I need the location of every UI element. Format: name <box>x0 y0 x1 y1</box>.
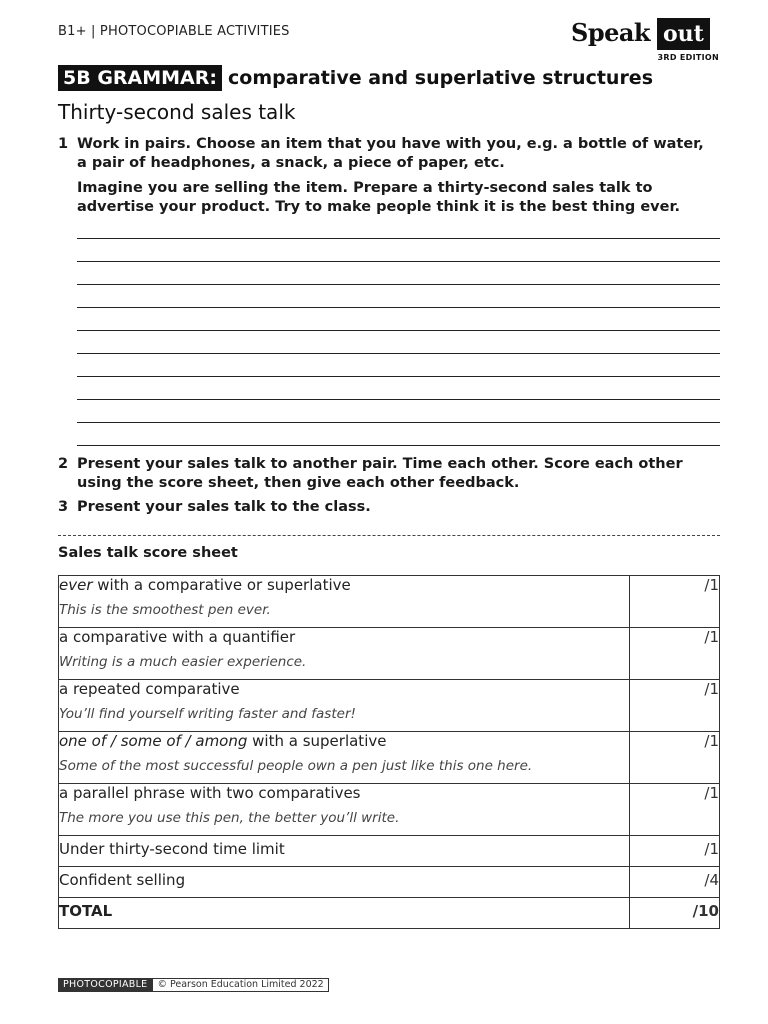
criterion-cell <box>59 576 630 628</box>
criterion-cell <box>59 836 630 867</box>
page-title <box>58 64 653 92</box>
instruction-number: 3 <box>58 499 69 515</box>
criterion-cell <box>59 732 630 784</box>
total-points-cell[interactable]: /10 <box>630 898 720 929</box>
criterion-text: with a superlative <box>247 732 387 750</box>
cut-line-divider <box>58 535 720 536</box>
table-row <box>59 628 720 680</box>
criterion-cell <box>59 867 630 898</box>
criterion-italic: ever <box>59 576 93 594</box>
instruction-number: 1 <box>58 136 69 152</box>
criterion-text: with a comparative or superlative <box>92 576 351 594</box>
writing-line[interactable] <box>77 422 720 423</box>
table-row <box>59 784 720 836</box>
total-row <box>59 898 720 929</box>
title-badge: 5B GRAMMAR: <box>58 65 222 91</box>
instruction-text: Work in pairs. Choose an item that you have with you, e.g. a bottle of water, a pair of headphones, a snack, a piece of paper, etc. <box>77 136 704 171</box>
criterion-cell <box>59 784 630 836</box>
photocopiable-label: PHOTOCOPIABLE <box>58 978 152 992</box>
table-row <box>59 732 720 784</box>
criterion-label <box>59 576 629 595</box>
points-cell[interactable]: /1 <box>630 784 720 836</box>
footer <box>58 978 329 992</box>
criterion-label <box>59 732 629 751</box>
criterion-example: The more you use this pen, the better you’ll write. <box>59 810 400 826</box>
logo-out-text: out <box>657 18 710 50</box>
score-sheet-table <box>58 575 720 929</box>
speakout-logo <box>571 18 721 64</box>
writing-line[interactable] <box>77 307 720 308</box>
criterion-example: You’ll find yourself writing faster and faster! <box>59 706 356 722</box>
logo-edition-text: 3RD EDITION <box>657 53 719 62</box>
criterion-text: a comparative with a quantifier <box>59 628 296 646</box>
instruction-3 <box>58 498 717 517</box>
title-text: comparative and superlative structures <box>228 67 654 89</box>
points-cell[interactable]: /1 <box>630 576 720 628</box>
criterion-label <box>59 680 629 699</box>
writing-line[interactable] <box>77 284 720 285</box>
points-cell[interactable]: /1 <box>630 680 720 732</box>
criterion-text: a parallel phrase with two comparatives <box>59 784 361 802</box>
criterion-example: Some of the most successful people own a pen just like this one here. <box>59 758 533 774</box>
writing-line[interactable] <box>77 330 720 331</box>
criterion-label: Under thirty-second time limit <box>59 840 285 858</box>
criterion-cell <box>59 680 630 732</box>
criterion-example: This is the smoothest pen ever. <box>59 602 271 618</box>
instruction-1 <box>58 135 717 173</box>
criterion-italic: one of / some of / among <box>59 732 248 750</box>
instruction-2 <box>58 455 717 493</box>
points-cell[interactable]: /1 <box>630 836 720 867</box>
instruction-1-paragraph-2: Imagine you are selling the item. Prepare a thirty-second sales talk to advertise your product. Try to make people think it is the best thing ever. <box>77 180 681 215</box>
points-cell[interactable]: /1 <box>630 628 720 680</box>
writing-line[interactable] <box>77 238 720 239</box>
copyright-text: © Pearson Education Limited 2022 <box>152 978 328 992</box>
writing-line[interactable] <box>77 376 720 377</box>
total-label-cell <box>59 898 630 929</box>
table-row <box>59 680 720 732</box>
instruction-text: Present your sales talk to the class. <box>77 499 371 515</box>
points-cell[interactable]: /4 <box>630 867 720 898</box>
criterion-label <box>59 628 629 647</box>
table-row <box>59 576 720 628</box>
logo-speak-text: Speak <box>571 18 651 47</box>
criterion-label: Confident selling <box>59 871 186 889</box>
page-subtitle: Thirty-second sales talk <box>58 100 296 124</box>
total-label: TOTAL <box>59 902 113 920</box>
instruction-number: 2 <box>58 456 69 472</box>
criterion-cell <box>59 628 630 680</box>
header-level-label: B1+ | PHOTOCOPIABLE ACTIVITIES <box>58 24 290 39</box>
points-cell[interactable]: /1 <box>630 732 720 784</box>
criterion-label <box>59 784 629 803</box>
table-row <box>59 867 720 898</box>
table-row <box>59 836 720 867</box>
writing-line[interactable] <box>77 261 720 262</box>
writing-line[interactable] <box>77 445 720 446</box>
writing-line[interactable] <box>77 353 720 354</box>
criterion-text: a repeated comparative <box>59 680 240 698</box>
score-sheet-title: Sales talk score sheet <box>58 545 238 561</box>
instruction-text: Present your sales talk to another pair. Time each other. Score each other using the score sheet, then give each other feedback. <box>77 456 683 491</box>
writing-line[interactable] <box>77 399 720 400</box>
criterion-example: Writing is a much easier experience. <box>59 654 307 670</box>
